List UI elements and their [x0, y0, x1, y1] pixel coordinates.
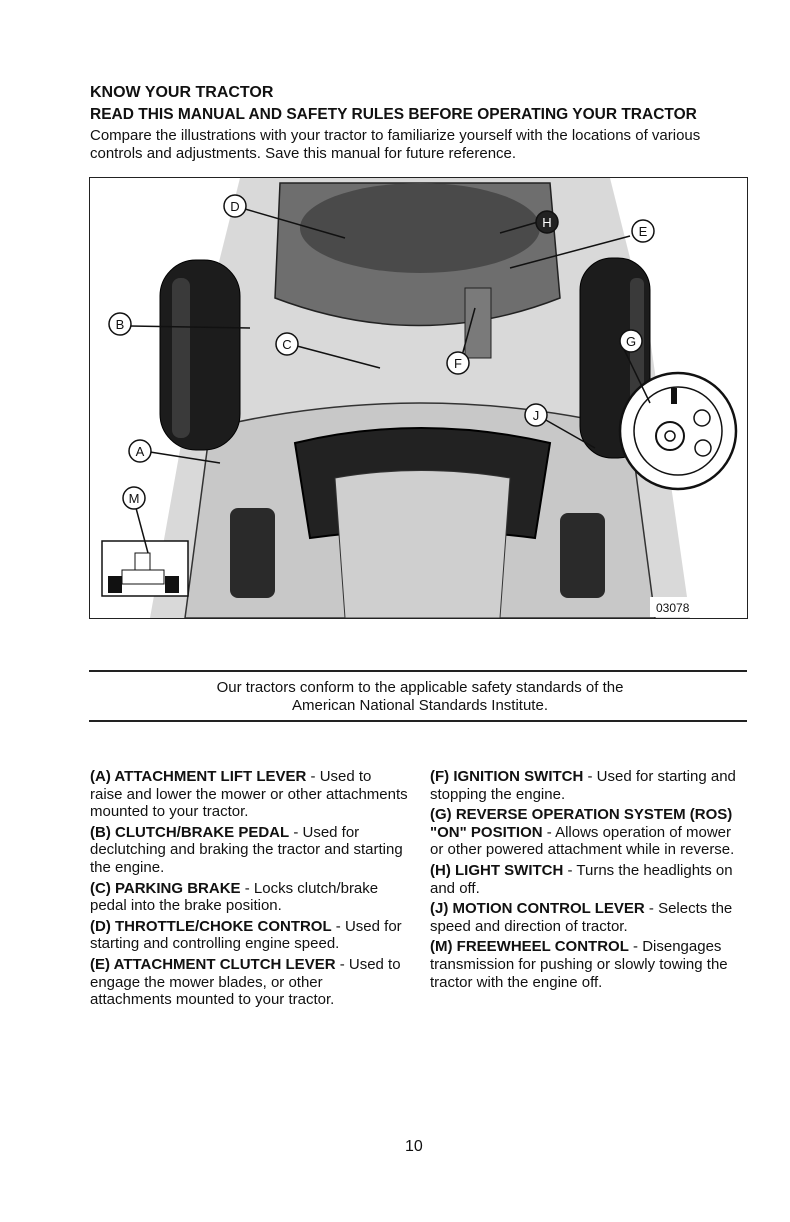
callout-c: [276, 333, 298, 355]
divider-bottom: [89, 720, 747, 722]
control-description: - Allows operation of mower or other powered attachment while in reverse.: [430, 823, 735, 859]
control-entry: [430, 862, 748, 897]
control-label: (G) REVERSE OPERATION SYSTEM (ROS) "ON" POSITION: [430, 806, 733, 841]
control-label: (B) CLUTCH/BRAKE PEDAL: [90, 823, 290, 841]
callout-m: [123, 487, 145, 509]
control-entry: [90, 956, 408, 1009]
control-description: - Turns the headlights on and off.: [430, 861, 733, 897]
control-entry: [430, 938, 748, 991]
control-label: (H) LIGHT SWITCH: [430, 861, 564, 879]
callout-b: [109, 313, 131, 335]
control-label: (J) MOTION CONTROL LEVER: [430, 900, 645, 918]
control-entry: [90, 880, 408, 915]
callout-h: [536, 211, 558, 233]
callout-f: [447, 352, 469, 374]
control-description: - Used for starting and stopping the engine.: [430, 768, 736, 803]
safety-subtitle: READ THIS MANUAL AND SAFETY RULES BEFORE OPERATING YOUR TRACTOR: [90, 106, 697, 123]
controls-column-right: [430, 768, 748, 994]
callout-label: A: [135, 444, 145, 459]
divider-top: [89, 670, 747, 672]
control-description: - Used to engage the mower blades, or other attachments mounted to your tractor.: [90, 955, 401, 1009]
page-number: 10: [405, 1138, 423, 1155]
callout-label: G: [625, 334, 637, 349]
callout-label: E: [638, 224, 648, 239]
control-entry: [90, 824, 408, 877]
callout-a: [129, 440, 151, 462]
control-entry: [90, 918, 408, 953]
control-label: (A) ATTACHMENT LIFT LEVER: [90, 768, 307, 785]
control-description: - Used for starting and controlling engine speed.: [90, 917, 402, 953]
callout-label: M: [128, 491, 140, 506]
tractor-drawing: [90, 178, 747, 618]
control-entry: [430, 768, 748, 803]
controls-column-left: [90, 768, 408, 1012]
notice-line: American National Standards Institute.: [292, 697, 548, 714]
callout-d: [224, 195, 246, 217]
section-title: KNOW YOUR TRACTOR: [90, 84, 274, 101]
control-label: (M) FREEWHEEL CONTROL: [430, 938, 629, 956]
callout-label: B: [115, 317, 125, 332]
callout-label: D: [230, 199, 240, 214]
callout-label: J: [532, 408, 540, 423]
tractor-illustration: [89, 177, 748, 619]
control-description: - Disengages transmission for pushing or slowly towing the tractor with the engine off.: [430, 938, 728, 991]
callout-e: [632, 220, 654, 242]
control-label: (C) PARKING BRAKE: [90, 879, 241, 897]
callout-j: [525, 404, 547, 426]
control-description: - Used for declutching and braking the tractor and starting the engine.: [90, 823, 403, 876]
control-description: - Selects the speed and direction of tractor.: [430, 900, 733, 935]
control-label: (D) THROTTLE/CHOKE CONTROL: [90, 917, 332, 935]
control-entry: [430, 806, 748, 859]
control-entry: [430, 900, 748, 935]
ansi-notice: [150, 679, 690, 715]
callout-g: [620, 330, 642, 352]
control-entry: [90, 768, 408, 821]
notice-line: Our tractors conform to the applicable safety standards of the: [216, 679, 624, 696]
control-description: - Used to raise and lower the mower or other attachments mounted to your tractor.: [90, 768, 408, 821]
control-label: (E) ATTACHMENT CLUTCH LEVER: [90, 955, 336, 973]
callout-label: H: [542, 215, 552, 230]
callout-label: F: [454, 356, 462, 371]
figure-code: 03078: [656, 601, 690, 615]
control-description: - Locks clutch/brake pedal into the brake position.: [90, 879, 379, 915]
intro-paragraph: Compare the illustrations with your tractor to familiarize yourself with the locations of various controls and adjustments. Save this manual for future reference.: [90, 127, 701, 162]
callout-label: C: [282, 337, 292, 352]
control-label: (F) IGNITION SWITCH: [430, 768, 584, 785]
